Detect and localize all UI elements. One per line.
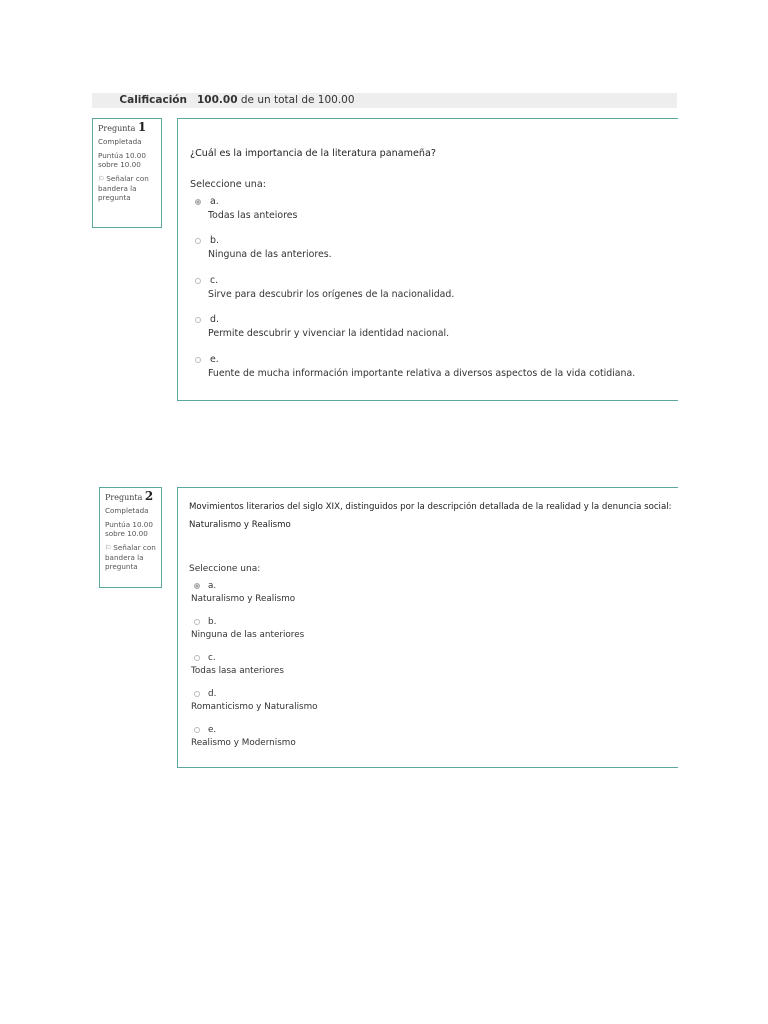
radio-button[interactable] (194, 619, 200, 625)
radio-button[interactable] (195, 199, 201, 205)
question-info-1 (92, 118, 162, 228)
flag-line-3: pregunta (105, 562, 138, 571)
question-state: Completada (105, 506, 149, 515)
question-points (105, 520, 156, 538)
flag-line-2: bandera la (105, 553, 144, 562)
option-text: Sirve para descubrir los orígenes de la nacionalidad. (208, 289, 455, 300)
points-line-2: sobre 10.00 (105, 529, 148, 538)
question-number: 1 (137, 120, 147, 134)
option-letter: e. (208, 725, 217, 735)
option-text: Permite descubrir y vivenciar la identidad nacional. (208, 328, 450, 339)
flag-line-1: Señalar con (106, 174, 149, 183)
option-letter: b. (210, 235, 219, 246)
flag-question-link[interactable] (98, 174, 156, 202)
radio-button[interactable] (195, 357, 201, 363)
select-prompt: Seleccione una: (189, 564, 261, 574)
question-text-line-1: Movimientos literarios del siglo XIX, distinguidos por la descripción detallada de la realidad y la denuncia social: (189, 502, 672, 512)
grade-score: 100.00 (197, 94, 238, 106)
grade-value (197, 93, 355, 108)
radio-button[interactable] (194, 583, 200, 589)
question-title (105, 489, 156, 503)
question-word: Pregunta (105, 493, 143, 502)
question-content-2 (177, 487, 678, 768)
option-letter: a. (210, 196, 219, 207)
option-letter: c. (210, 275, 219, 286)
question-word: Pregunta (98, 124, 136, 133)
option-text: Todas las anteiores (208, 210, 298, 221)
radio-button[interactable] (194, 691, 200, 697)
flag-question-link[interactable] (105, 543, 156, 571)
question-text-line-1: ¿Cuál es la importancia de la literatura panameña? (190, 148, 436, 159)
option-letter: e. (210, 354, 219, 365)
option-letter: b. (208, 617, 217, 627)
option-text: Ninguna de las anteriores (191, 630, 305, 640)
question-text (190, 145, 436, 163)
grade-summary-row (92, 93, 677, 108)
points-line-1: Puntúa 10.00 (98, 151, 146, 160)
flag-line-2: bandera la (98, 184, 137, 193)
points-line-2: sobre 10.00 (98, 160, 141, 169)
points-line-1: Puntúa 10.00 (105, 520, 153, 529)
radio-button[interactable] (194, 655, 200, 661)
question-points (98, 151, 156, 169)
radio-button[interactable] (194, 727, 200, 733)
flag-icon: ⚐ (98, 175, 105, 183)
radio-button[interactable] (195, 278, 201, 284)
grade-total: de un total de 100.00 (240, 94, 355, 106)
option-letter: d. (208, 689, 217, 699)
question-title (98, 120, 156, 134)
flag-line-3: pregunta (98, 193, 131, 202)
flag-line-1: Señalar con (113, 543, 156, 552)
option-text: Realismo y Modernismo (191, 738, 296, 748)
grade-label: Calificación (119, 94, 187, 106)
radio-button[interactable] (195, 317, 201, 323)
option-text: Romanticismo y Naturalismo (191, 702, 318, 712)
question-content-1 (177, 118, 678, 401)
question-text-line-2: Naturalismo y Realismo (189, 520, 291, 530)
question-number: 2 (144, 489, 154, 503)
flag-icon: ⚐ (105, 544, 112, 552)
select-prompt: Seleccione una: (190, 179, 266, 190)
question-state: Completada (98, 137, 142, 146)
question-info-2 (99, 487, 162, 588)
option-text: Todas lasa anteriores (191, 666, 284, 676)
option-letter: a. (208, 581, 217, 591)
option-text: Ninguna de las anteriores. (208, 249, 332, 260)
option-text: Fuente de mucha información importante relativa a diversos aspectos de la vida cotidiana. (208, 368, 636, 379)
option-letter: c. (208, 653, 216, 663)
option-text: Naturalismo y Realismo (191, 594, 296, 604)
question-text (189, 498, 672, 534)
option-letter: d. (210, 314, 219, 325)
radio-button[interactable] (195, 238, 201, 244)
